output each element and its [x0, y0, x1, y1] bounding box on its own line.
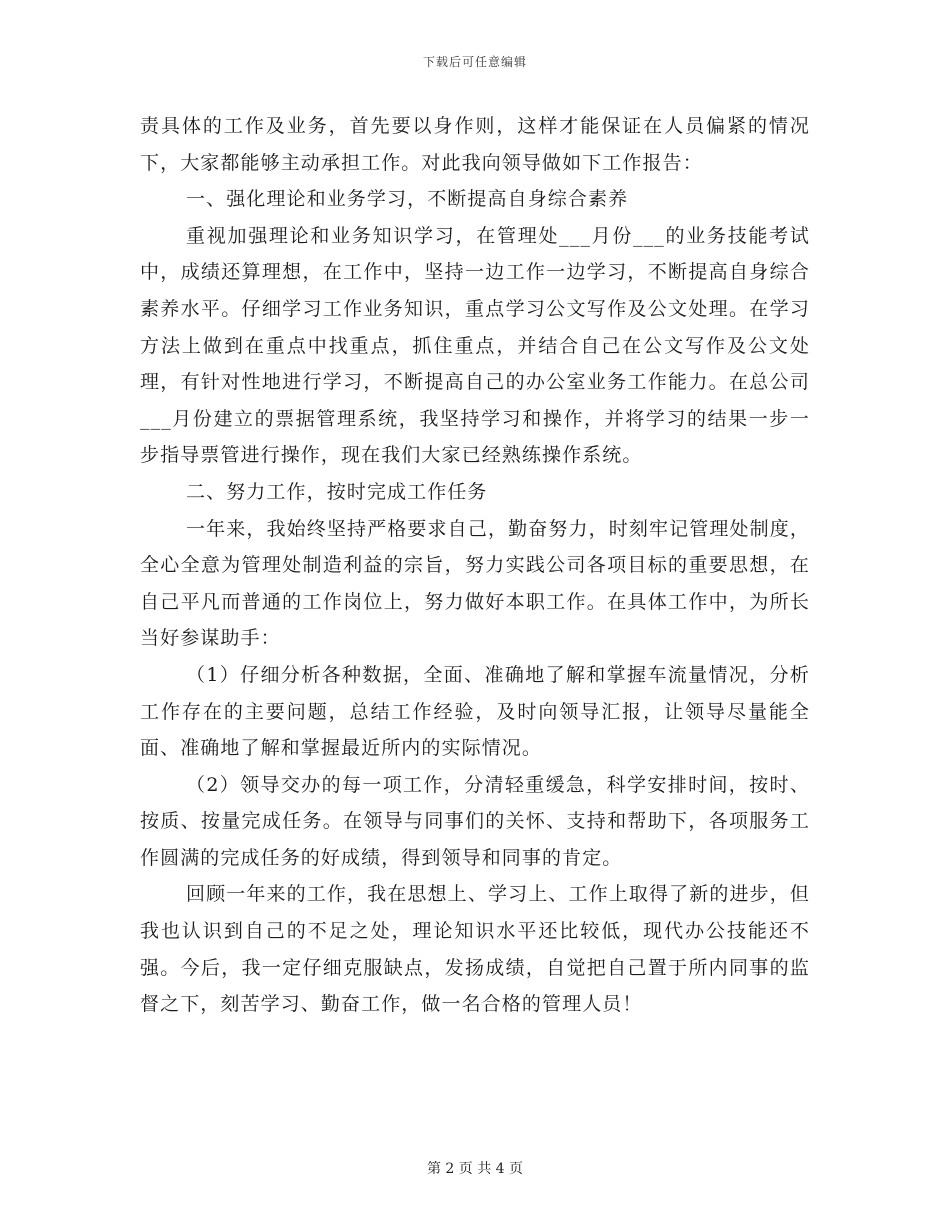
page-number: 第 2 页 共 4 页: [426, 1161, 524, 1177]
section-heading-1: 一、强化理论和业务学习，不断提高自身综合素养: [186, 188, 629, 211]
paragraph-work: 一年来，我始终坚持严格要求自己，勤奋努力，时刻牢记管理处制度，全心全意为管理处制造利益的宗旨，努力实践公司各项目标的重要思想，在自己平凡而普通的工作岗位上，努力做好本职工作。在具体工作中，为所长当好参谋助手：: [140, 517, 810, 650]
page-header-note: 下载后可任意编辑: [422, 55, 527, 69]
list-item-1: （1）仔细分析各种数据，全面、准确地了解和掌握车流量情况，分析工作存在的主要问题，总结工作经验，及时向领导汇报，让领导尽量能全面、准确地了解和掌握最近所内的实际情况。: [140, 663, 810, 760]
list-item-2: （2）领导交办的每一项工作，分清轻重缓急，科学安排时间，按时、按质、按量完成任务。在领导与同事们的关怀、支持和帮助下，各项服务工作圆满的完成任务的好成绩，得到领导和同事的肯定。: [140, 773, 810, 869]
section-heading-2: 二、努力工作，按时完成工作任务: [186, 480, 488, 503]
paragraph-study: 重视加强理论和业务知识学习，在管理处___月份___的业务技能考试中，成绩还算理想，在工作中，坚持一边工作一边学习，不断提高自身综合素养水平。仔细学习工作业务知识，重点学习公文写作及公文处理。在学习方法上做到在重点中找重点，抓住重点，并结合自己在公文写作及公文处理，有针对性地进行学习，不断提高自己的办公室业务工作能力。在总公司___月份建立的票据管理系统，我坚持学习和操作，并将学习的结果一步一步指导票管进行操作，现在我们大家已经熟练操作系统。: [140, 224, 810, 467]
paragraph-intro-continuation: 责具体的工作及业务，首先要以身作则，这样才能保证在人员偏紧的情况下，大家都能够主动承担工作。对此我向领导做如下工作报告：: [140, 115, 810, 174]
paragraph-review: 回顾一年来的工作，我在思想上、学习上、工作上取得了新的进步，但我也认识到自己的不足之处，理论知识水平还比较低，现代办公技能还不强。今后，我一定仔细克服缺点，发扬成绩，自觉把自己置于所内同事的监督之下，刻苦学习、勤奋工作，做一名合格的管理人员！: [140, 883, 810, 1016]
document-body: [140, 108, 810, 1023]
